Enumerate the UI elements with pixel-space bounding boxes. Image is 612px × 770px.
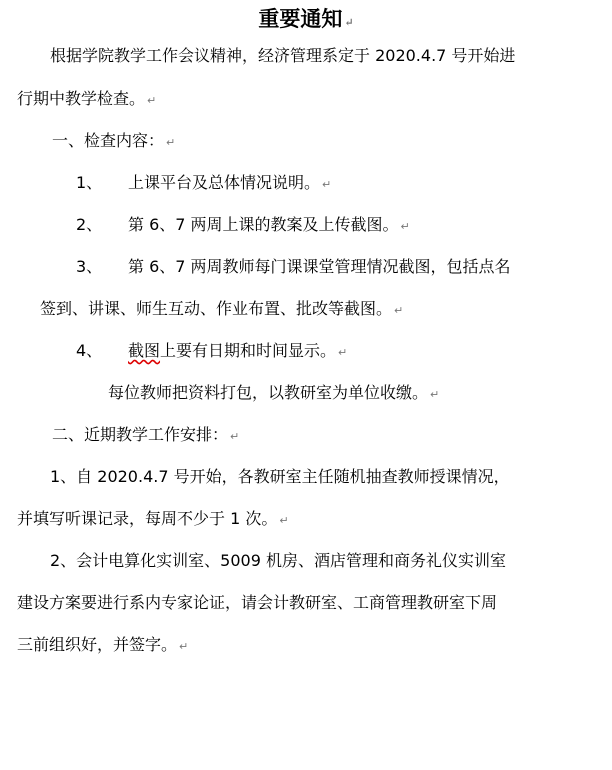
section2-p2-line-2: 建设方案要进行系内专家论证，请会计教研室、工商管理教研室下周 (17, 593, 498, 612)
intro-line-1: 根据学院教学工作会议精神，经济管理系定于 2020.4.7 号开始进 (50, 46, 516, 65)
section1-heading: 一、检查内容： ↵ (52, 131, 176, 150)
section2-p1-line-1: 1、自 2020.4.7 号开始，各教研室主任随机抽查教师授课情况， (50, 467, 510, 486)
paragraph-mark: ↵ (322, 178, 332, 191)
list-number: 4、 (76, 341, 103, 360)
section2-heading: 二、近期教学工作安排： ↵ (52, 425, 240, 444)
list-number: 1、 (76, 173, 103, 192)
paragraph-mark: ↵ (147, 94, 157, 107)
paragraph-mark: ↵ (279, 514, 289, 527)
paragraph-mark: ↵ (344, 16, 354, 29)
section2-p2-line-1: 2、会计电算化实训室、5009 机房、酒店管理和商务礼仪实训室 (50, 551, 506, 570)
paragraph-mark: ↵ (338, 346, 348, 359)
section1-note: 每位教师把资料打包，以教研室为单位收缴。 ↵ (108, 383, 440, 402)
intro-line-2: 行期中教学检查。 ↵ (17, 89, 157, 108)
list-number: 3、 (76, 257, 103, 276)
list-number: 2、 (76, 215, 103, 234)
paragraph-mark: ↵ (230, 430, 240, 443)
paragraph-mark: ↵ (394, 304, 404, 317)
paragraph-mark: ↵ (430, 388, 440, 401)
paragraph-mark: ↵ (400, 220, 410, 233)
paragraph-mark: ↵ (166, 136, 176, 149)
list-item-3: 3、 第 6、7 两周教师每门课课堂管理情况截图，包括点名 (76, 257, 511, 276)
paragraph-mark: ↵ (179, 640, 189, 653)
list-item-2: 2、 第 6、7 两周上课的教案及上传截图。 ↵ (76, 215, 410, 234)
list-item-3-continuation: 签到、讲课、师生互动、作业布置、批改等截图。 ↵ (40, 299, 404, 318)
page-title: 重要通知 ↵ (258, 6, 354, 31)
spellcheck-underlined-word: 截图 (128, 341, 161, 360)
list-item-1: 1、 上课平台及总体情况说明。 ↵ (76, 173, 332, 192)
section2-p1-line-2: 并填写听课记录，每周不少于 1 次。 ↵ (17, 509, 289, 528)
list-item-4: 4、 截图上要有日期和时间显示。 ↵ (76, 341, 348, 360)
section2-p2-line-3: 三前组织好，并签字。 ↵ (17, 635, 189, 654)
